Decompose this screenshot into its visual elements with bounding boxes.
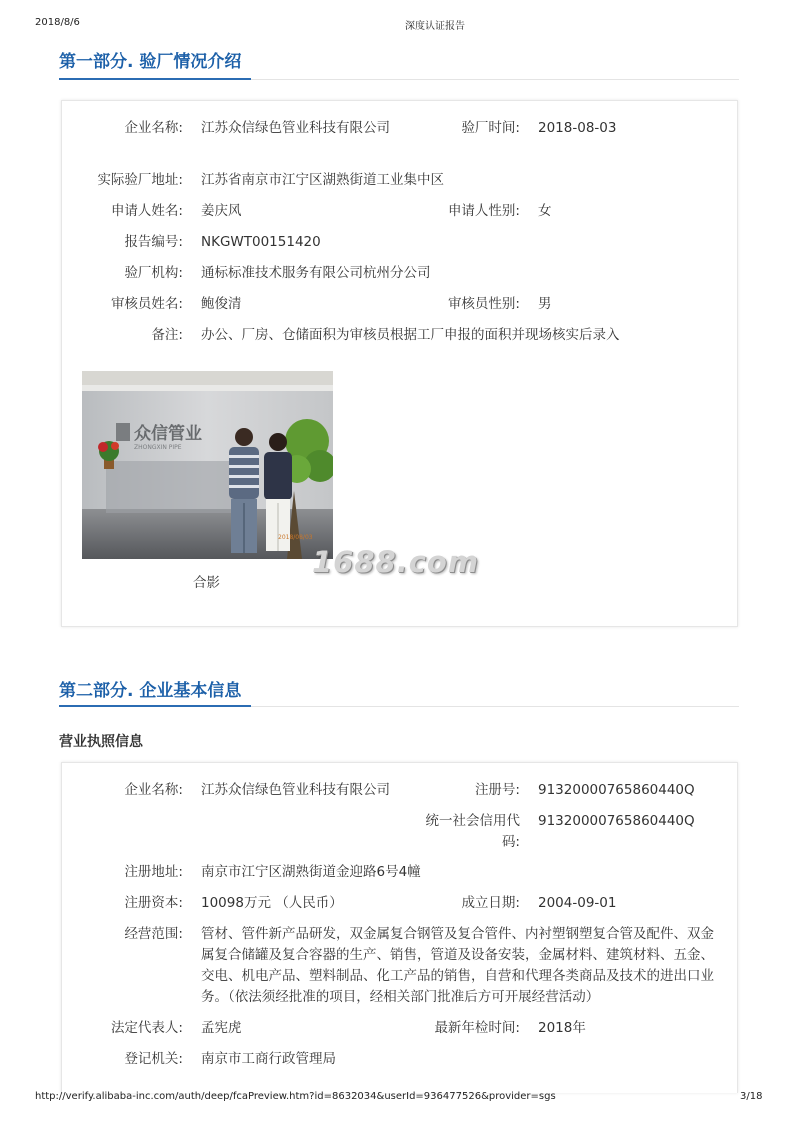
address-value: 江苏省南京市江宁区湖熟街道工业集中区 bbox=[201, 172, 444, 188]
wall-logo-text: 众信管业 bbox=[134, 424, 202, 444]
print-date: 2018/8/6 bbox=[35, 17, 80, 28]
section2-accent bbox=[59, 705, 251, 707]
address-label: 实际验厂地址: bbox=[97, 172, 183, 188]
credit-code-label: 统一社会信用代码: bbox=[425, 813, 520, 850]
reg-address-label: 注册地址: bbox=[124, 864, 183, 880]
capital-value: 10098万元 （人民币） bbox=[201, 895, 343, 911]
agency-value: 通标标准技术服务有限公司杭州分公司 bbox=[201, 265, 431, 281]
group-photo bbox=[82, 371, 333, 559]
remark-value: 办公、厂房、仓储面积为审核员根据工厂申报的面积并现场核实后录入 bbox=[201, 327, 620, 343]
reg-no-label: 注册号: bbox=[474, 782, 520, 798]
report-no-value: NKGWT00151420 bbox=[201, 234, 321, 250]
wall-sub-text: ZHONGXIN PIPE bbox=[134, 444, 182, 451]
auditor-value: 鲍俊清 bbox=[201, 296, 242, 312]
agency-label: 验厂机构: bbox=[124, 265, 183, 281]
inspect-time-label: 验厂时间: bbox=[461, 120, 520, 136]
auditor-gender-value: 男 bbox=[538, 296, 552, 312]
auditor-gender-label: 审核员性别: bbox=[447, 296, 520, 312]
license-company-label: 企业名称: bbox=[124, 782, 183, 798]
reg-no-value: 91320000765860440Q bbox=[538, 782, 695, 798]
annual-check-label: 最新年检时间: bbox=[434, 1020, 520, 1036]
found-date-value: 2004-09-01 bbox=[538, 895, 617, 911]
photo-date-stamp: 2018/08/03 bbox=[278, 534, 313, 541]
applicant-gender-value: 女 bbox=[538, 203, 552, 219]
print-page-number: 3/18 bbox=[740, 1091, 763, 1102]
applicant-gender-label: 申请人性别: bbox=[447, 203, 520, 219]
print-title: 深度认证报告 bbox=[405, 21, 465, 32]
company-label: 企业名称: bbox=[124, 120, 183, 136]
inspect-time-value: 2018-08-03 bbox=[538, 120, 617, 136]
authority-label: 登记机关: bbox=[124, 1051, 183, 1067]
capital-label: 注册资本: bbox=[124, 895, 183, 911]
section1-accent bbox=[59, 78, 251, 80]
license-company-value: 江苏众信绿色管业科技有限公司 bbox=[201, 782, 390, 798]
reg-address-value: 南京市江宁区湖熟街道金迎路6号4幢 bbox=[201, 864, 421, 880]
print-url[interactable]: http://verify.alibaba-inc.com/auth/deep/fcaPreview.htm?id=8632034&userId=936477526&provider=sgs bbox=[35, 1091, 556, 1102]
credit-code-value: 91320000765860440Q bbox=[538, 813, 695, 829]
license-subtitle: 营业执照信息 bbox=[59, 734, 143, 750]
legal-rep-label: 法定代表人: bbox=[110, 1020, 183, 1036]
scope-value: 管材、管件新产品研发，双金属复合钢管及复合管件、内衬塑钢塑复合管及配件、双金属复合储罐及复合容器的生产、销售，管道及设备安装，金属材料、建筑材料、五金、交电、机电产品、塑料制品、化工产品的销售，自营和代理各类商品及技术的进出口业务。（依法须经批准的项目，经相关部门批准后方可开展经营活动） bbox=[201, 926, 714, 1005]
remark-label: 备注: bbox=[151, 327, 183, 343]
report-no-label: 报告编号: bbox=[124, 234, 183, 250]
authority-value: 南京市工商行政管理局 bbox=[201, 1051, 336, 1067]
applicant-label: 申请人姓名: bbox=[110, 203, 183, 219]
applicant-value: 姜庆风 bbox=[201, 203, 242, 219]
found-date-label: 成立日期: bbox=[461, 895, 520, 911]
auditor-label: 审核员姓名: bbox=[110, 296, 183, 312]
annual-check-value: 2018年 bbox=[538, 1020, 586, 1036]
section2-title: 第二部分. 企业基本信息 bbox=[59, 681, 242, 701]
watermark: 1688.com bbox=[312, 545, 480, 579]
photo-caption: 合影 bbox=[193, 575, 220, 591]
legal-rep-value: 孟宪虎 bbox=[201, 1020, 242, 1036]
scope-label: 经营范围: bbox=[124, 926, 183, 942]
section1-title: 第一部分. 验厂情况介绍 bbox=[59, 52, 242, 72]
company-value: 江苏众信绿色管业科技有限公司 bbox=[201, 120, 390, 136]
